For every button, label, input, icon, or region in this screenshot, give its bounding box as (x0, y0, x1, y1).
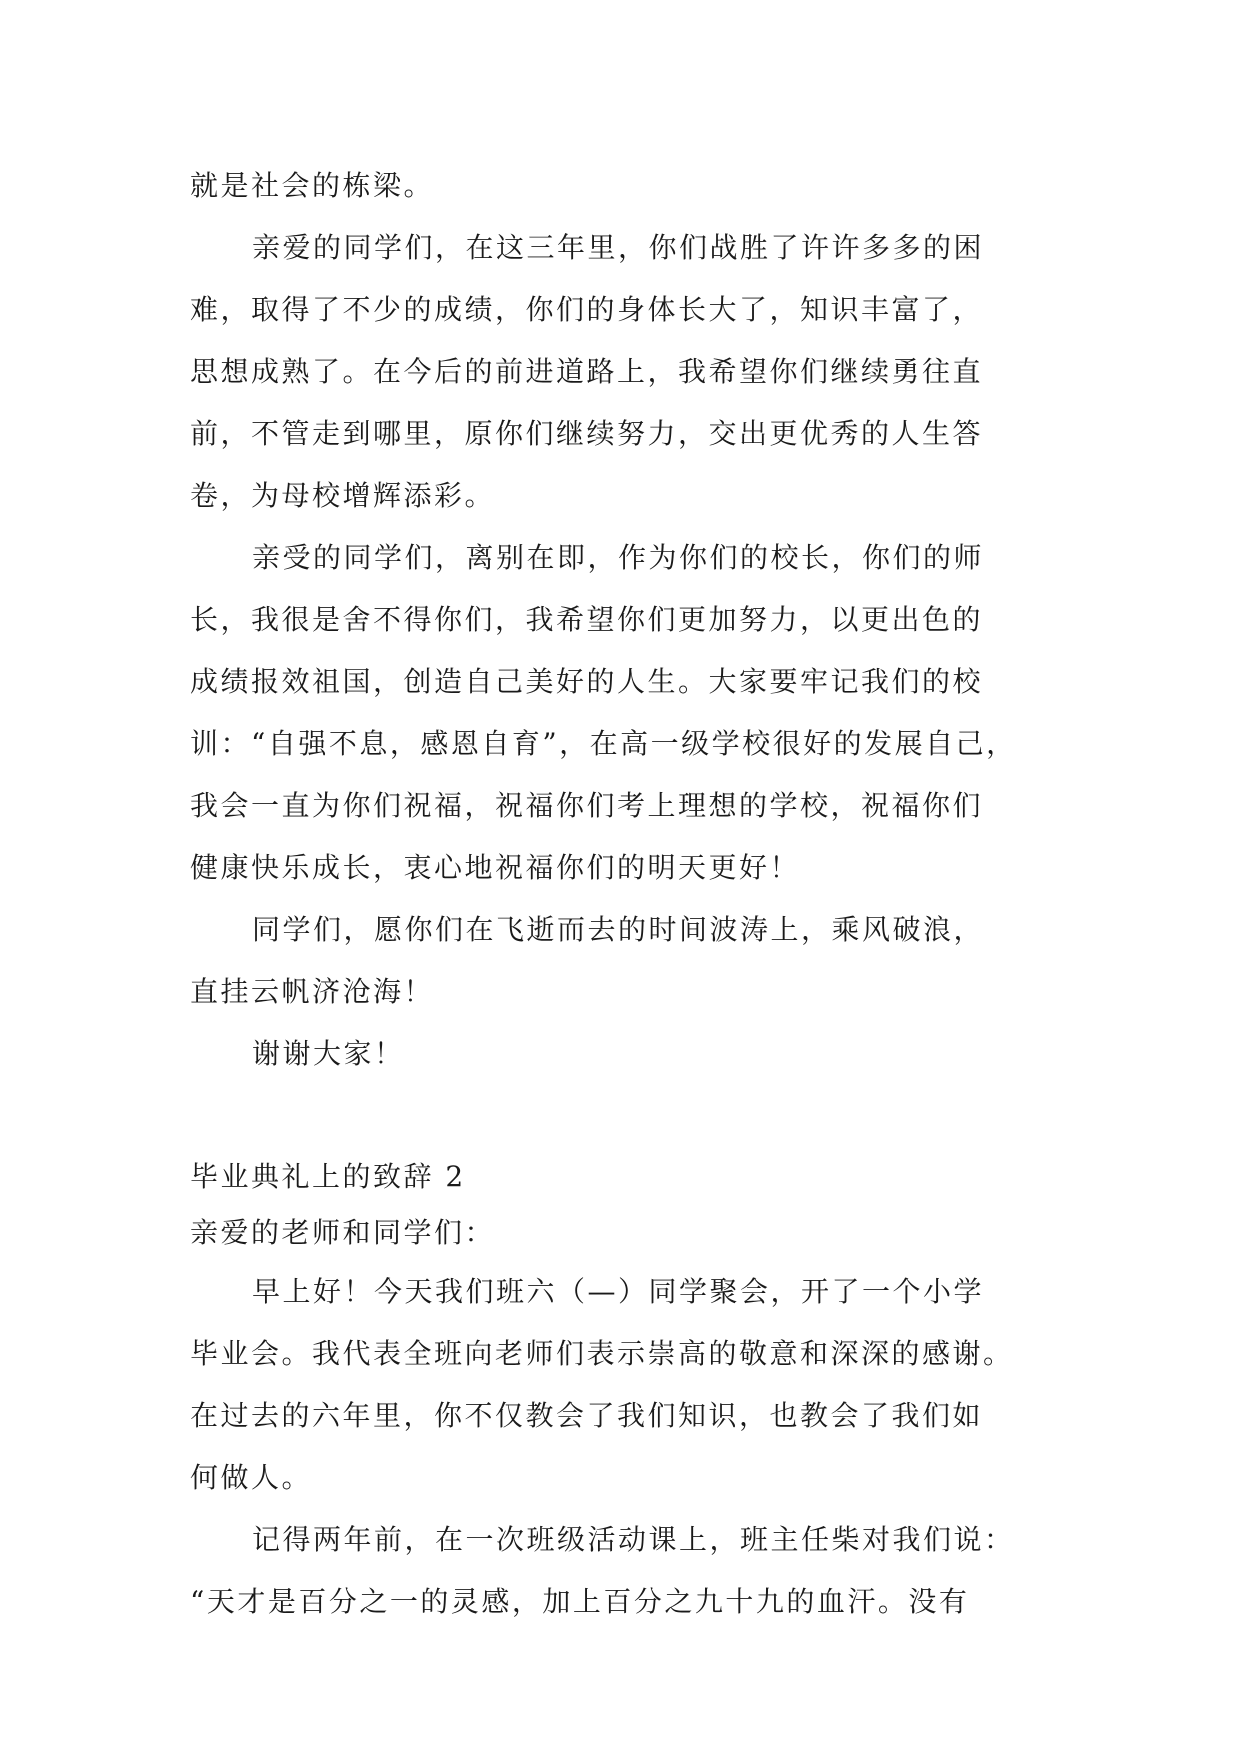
text-line: 我会一直为你们祝福，祝福你们考上理想的学校，祝福你们 (190, 789, 984, 822)
paragraph-7 (190, 1509, 1060, 1633)
paragraph-1 (190, 155, 1060, 217)
text-line: 难，取得了不少的成绩，你们的身体长大了，知识丰富了， (190, 293, 984, 326)
text-line: 成绩报效祖国，创造自己美好的人生。大家要牢记我们的校 (190, 665, 984, 698)
paragraph-6 (190, 1261, 1060, 1509)
text-line: 长，我很是舍不得你们，我希望你们更加努力，以更出色的 (190, 603, 984, 636)
text-line: 早上好！今天我们班六（—）同学聚会，开了一个小学 (252, 1275, 985, 1308)
paragraph-2 (190, 217, 1060, 527)
text-line: 训：“自强不息，感恩自育”，在高一级学校很好的发展自己， (190, 727, 1017, 760)
section-heading: 毕业典礼上的致辞 2 (190, 1160, 466, 1193)
text-line: 前，不管走到哪里，原你们继续努力，交出更优秀的人生答 (190, 417, 984, 450)
text-line: 在过去的六年里，你不仅教会了我们知识，也教会了我们如 (190, 1399, 984, 1432)
paragraph-5 (190, 1023, 1060, 1085)
section-gap (190, 1085, 1060, 1149)
text-line: 卷，为母校增辉添彩。 (190, 479, 496, 512)
paragraph-3 (190, 527, 1060, 899)
text-line: 何做人。 (190, 1461, 313, 1494)
text-line: 毕业会。我代表全班向老师们表示崇高的敬意和深深的感谢。 (190, 1337, 1014, 1370)
text-line: 同学们，愿你们在飞逝而去的时间波涛上，乘风破浪， (252, 913, 985, 946)
text-line: 就是社会的栋梁。 (190, 169, 435, 202)
text-line: 亲受的同学们，离别在即，作为你们的校长，你们的师 (252, 541, 985, 574)
text-line: 谢谢大家！ (252, 1037, 405, 1070)
text-line: 记得两年前，在一次班级活动课上，班主任柴对我们说： (252, 1523, 1015, 1556)
text-line: 思想成熟了。在今后的前进道路上，我希望你们继续勇往直 (190, 355, 984, 388)
text-line: 直挂云帆济沧海！ (190, 975, 435, 1008)
text-line: 亲爱的同学们，在这三年里，你们战胜了许许多多的困 (252, 231, 985, 264)
paragraph-4 (190, 899, 1060, 1023)
text-line: 健康快乐成长，衷心地祝福你们的明天更好！ (190, 851, 801, 884)
text-line: “天才是百分之一的灵感，加上百分之九十九的血汗。没有 (190, 1585, 970, 1618)
salutation: 亲爱的老师和同学们： (190, 1216, 496, 1249)
document-body (190, 155, 1060, 1633)
